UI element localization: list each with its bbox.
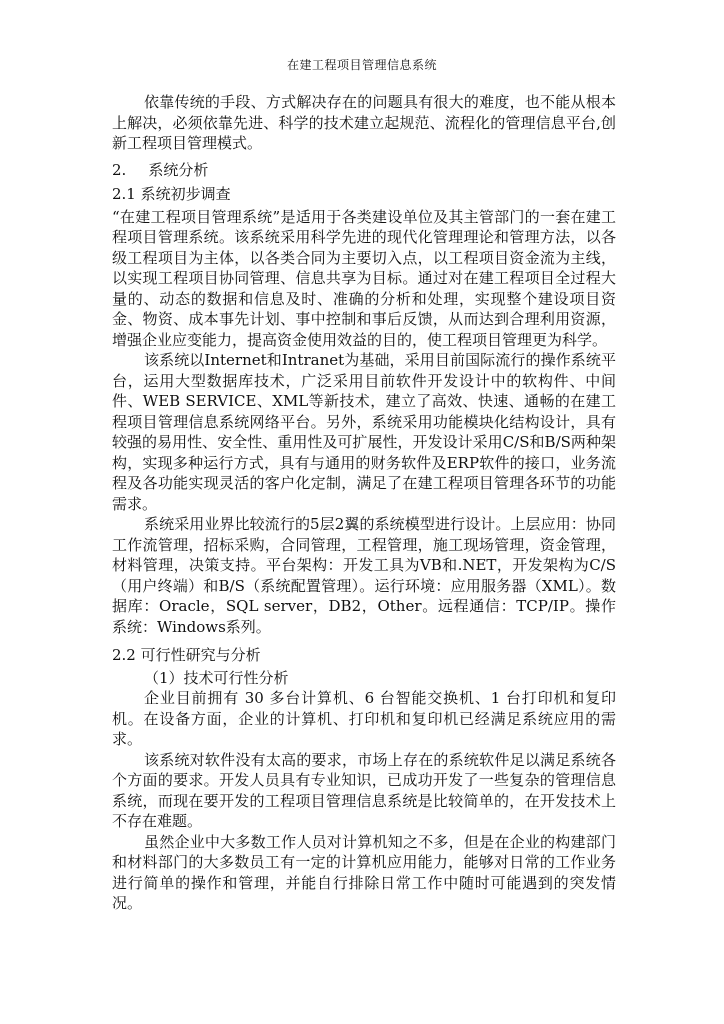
section-2-heading [112, 160, 616, 181]
paragraph-2-1-b: 该系统以Internet和Intranet为基础，采用目前国际流行的操作系统平台，运用大型数据库技术，广泛采用目前软件开发设计中的软构件、中间件、WEB SERVICE、XML等新技术，建立了高效、快速、通畅的在建工程项目管理信息系统网络平台。另外，系统采用功能模块化结构设计，具有较强的易用性、安全性、重用性及可扩展性，开发设计采用C/S和B/S两种架构，实现多种运行方式，具有与通用的财务软件及ERP软件的接口，业务流程及各功能实现灵活的客户化定制，满足了在建工程项目管理各环节的功能需求。 [112, 351, 616, 513]
paragraph-2-2-c: 虽然企业中大多数工作人员对计算机知之不多，但是在企业的构建部门和材料部门的大多数员工有一定的计算机应用能力，能够对日常的工作业务进行简单的操作和管理，并能自行排除日常工作中随时可能遇到的突发情况。 [112, 832, 616, 912]
paragraph-2-1-a: “在建工程项目管理系统”是适用于各类建设单位及其主管部门的一套在建工程项目管理系统。该系统采用科学先进的现代化管理理论和管理方法，以各级工程项目为主体，以各类合同为主要切入点，以工程项目资金流为主线，以实现工程项目协同管理、信息共享为目标。通过对在建工程项目全过程大量的、动态的数据和信息及时、准确的分析和处理，实现整个建设项目资金、物资、成本事先计划、事中控制和事后反馈，从而达到合理利用资源，增强企业应变能力，提高资金使用效益的目的，使工程项目管理更为科学。 [112, 207, 616, 349]
section-2-title: 系统分析 [148, 160, 209, 179]
paragraph-2-2-a: 企业目前拥有 30 多台计算机、6 台智能交换机、1 台打印机和复印机。在设备方面，企业的计算机、打印机和复印机已经满足系统应用的需求。 [112, 689, 616, 748]
subsection-1-heading: （1）技术可行性分析 [144, 668, 289, 687]
paragraph-2-1-c: 系统采用业界比较流行的5层2翼的系统模型进行设计。上层应用：协同工作流管理，招标采购，合同管理，工程管理，施工现场管理，资金管理，材料管理，决策支持。平台架构：开发工具为VB和.NET，开发架构为C/S（用户终端）和B/S（系统配置管理）。运行环境：应用服务器（XML）。数据库：Oracle，SQL server，DB2，Other。远程通信：TCP/IP。操作系统：Windows系列。 [112, 515, 616, 636]
paragraph-2-2-b: 该系统对软件没有太高的要求，市场上存在的系统软件足以满足系统各个方面的要求。开发人员具有专业知识，已成功开发了一些复杂的管理信息系统，而现在要开发的工程项目管理信息系统是比较简单的，在开发技术上不存在难题。 [112, 750, 616, 830]
document-body [112, 92, 616, 914]
section-2-number: 2. [112, 160, 127, 179]
section-2-2-heading: 2.2 可行性研究与分析 [112, 646, 261, 664]
section-2-1-heading: 2.1 系统初步调查 [112, 185, 231, 203]
intro-paragraph: 依靠传统的手段、方式解决存在的问题具有很大的难度，也不能从根本上解决，必须依靠先进、科学的技术建立起规范、流程化的管理信息平台,创新工程项目管理模式。 [112, 93, 616, 152]
page-header: 在建工程项目管理信息系统 [286, 58, 437, 72]
